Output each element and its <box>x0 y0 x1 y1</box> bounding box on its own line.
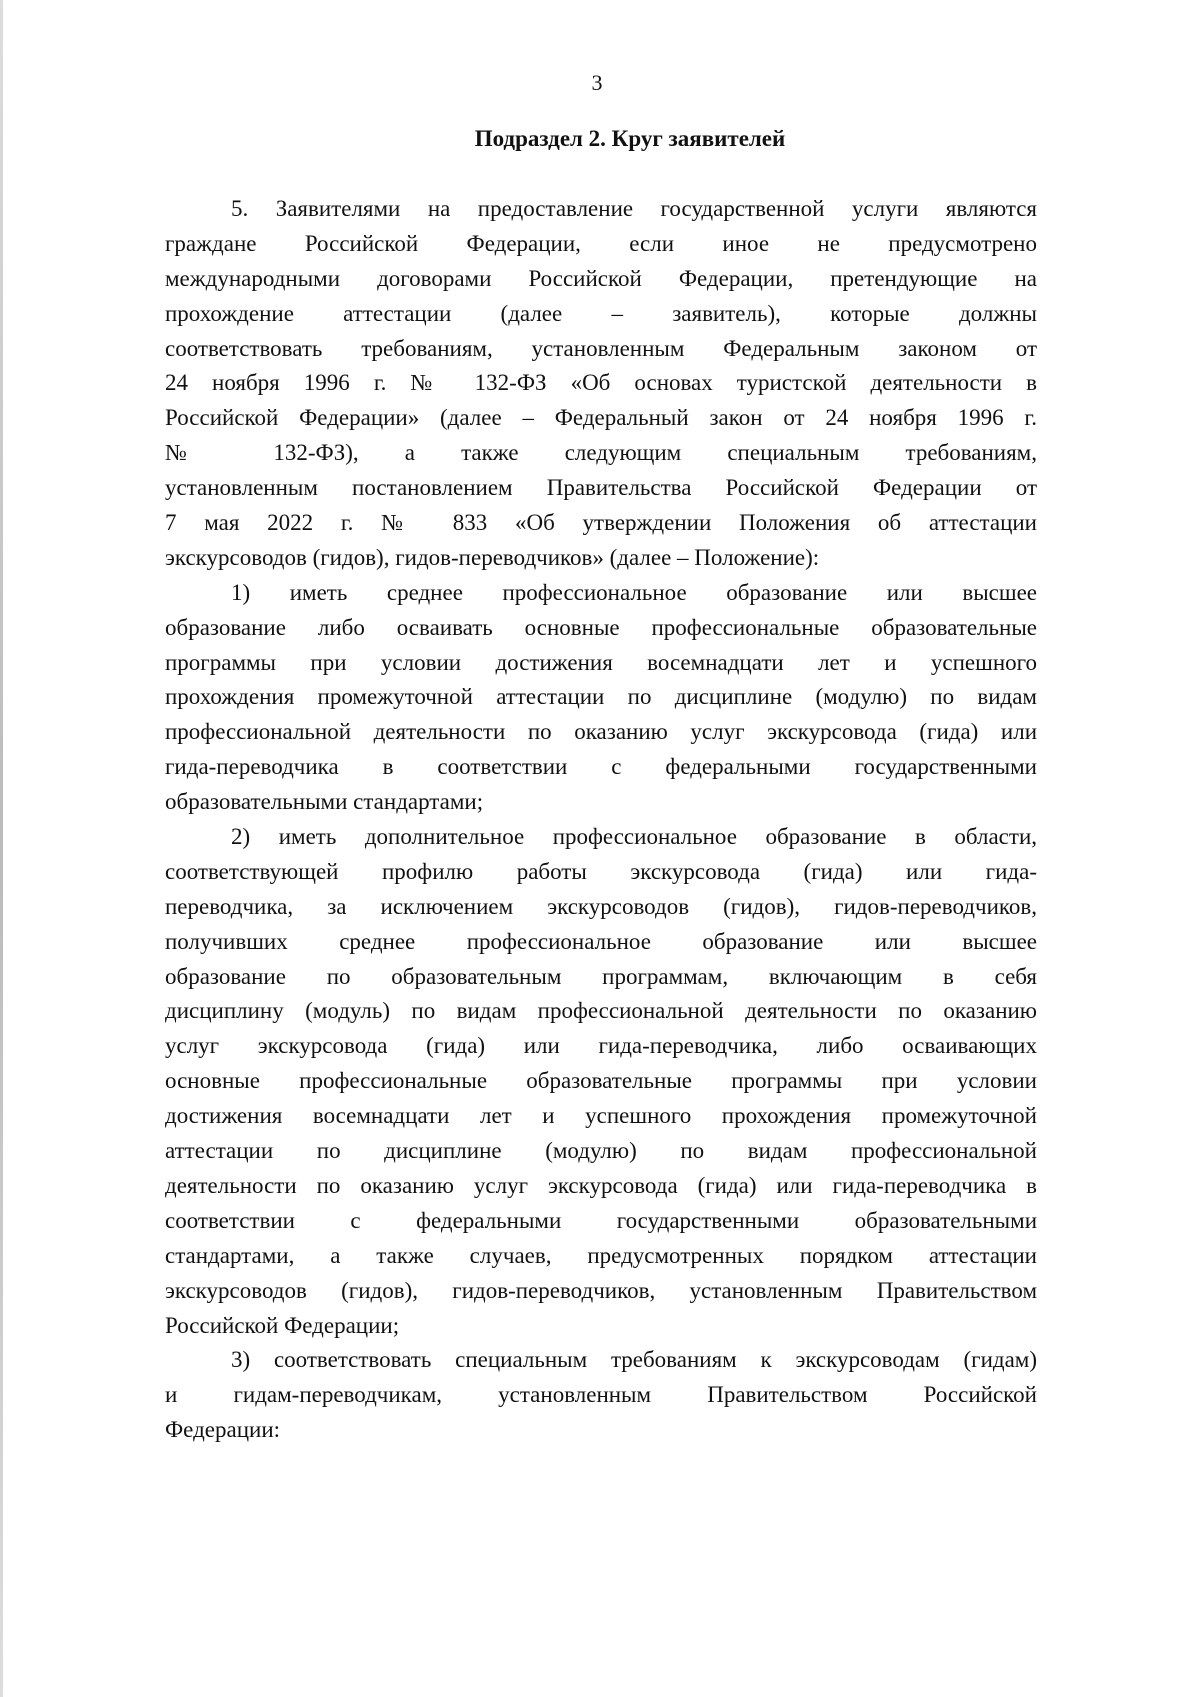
text-line: экскурсоводов (гидов), гидов-переводчиков» (далее – Положение): <box>165 544 820 570</box>
text-line: соответствии с федеральными государственными образовательными <box>165 1207 1037 1233</box>
text-line: основные профессиональные образовательные программы при условии <box>165 1068 1037 1094</box>
text-line: прохождения промежуточной аттестации по дисциплине (модулю) по видам <box>165 684 1037 710</box>
text-line: стандартами, а также случаев, предусмотренных порядком аттестации <box>165 1242 1037 1268</box>
paragraph <box>165 1343 1037 1448</box>
scan-edge <box>0 0 3 1697</box>
text-line: аттестации по дисциплине (модулю) по видам профессиональной <box>165 1138 1037 1164</box>
text-line: образование по образовательным программам, включающим в себя <box>165 963 1037 989</box>
text-line: программы при условии достижения восемнадцати лет и успешного <box>165 649 1037 675</box>
text-line: деятельности по оказанию услуг экскурсовода (гида) или гида-переводчика в <box>165 1172 1037 1198</box>
page-number-text: 3 <box>591 70 603 95</box>
text-line: дисциплину (модуль) по видам профессиональной деятельности по оказанию <box>165 998 1037 1024</box>
text-line: граждане Российской Федерации, если иное не предусмотрено <box>165 230 1037 256</box>
text-line: соответствовать требованиям, установленным Федеральным законом от <box>165 335 1037 361</box>
text-line: соответствующей профилю работы экскурсовода (гида) или гида- <box>165 858 1037 884</box>
paragraph <box>165 192 1037 576</box>
text-line: установленным постановлением Правительства Российской Федерации от <box>165 475 1037 501</box>
paragraph <box>165 820 1037 1343</box>
section-heading: Подраздел 2. Круг заявителей <box>474 126 786 151</box>
text-line: прохождение аттестации (далее – заявитель), которые должны <box>165 300 1037 326</box>
text-line: Федерации: <box>165 1417 281 1443</box>
text-line: Российской Федерации» (далее – Федеральный закон от 24 ноября 1996 г. <box>165 405 1037 431</box>
text-line: услуг экскурсовода (гида) или гида-переводчика, либо осваивающих <box>165 1033 1037 1059</box>
text-line: переводчика, за исключением экскурсоводов (гидов), гидов-переводчиков, <box>165 893 1037 919</box>
text-line: образовательными стандартами; <box>165 789 484 815</box>
text-line: 7 мая 2022 г. № 833 «Об утверждении Положения об аттестации <box>165 510 1037 536</box>
text-line: профессиональной деятельности по оказанию услуг экскурсовода (гида) или <box>165 719 1037 745</box>
text-line: Российской Федерации; <box>165 1312 400 1338</box>
text-line: 3) соответствовать специальным требованиям к экскурсоводам (гидам) <box>231 1347 1037 1373</box>
text-line: 24 ноября 1996 г. № 132-ФЗ «Об основах туристской деятельности в <box>165 370 1037 396</box>
text-line: получивших среднее профессиональное образование или высшее <box>165 928 1037 954</box>
text-line: образование либо осваивать основные профессиональные образовательные <box>165 614 1037 640</box>
text-line: 1) иметь среднее профессиональное образование или высшее <box>231 579 1037 605</box>
text-line: достижения восемнадцати лет и успешного прохождения промежуточной <box>165 1103 1037 1129</box>
text-line: 5. Заявителями на предоставление государственной услуги являются <box>231 196 1037 221</box>
paragraph <box>165 576 1037 820</box>
text-line: экскурсоводов (гидов), гидов-переводчиков, установленным Правительством <box>165 1277 1037 1303</box>
text-line: и гидам-переводчикам, установленным Правительством Российской <box>165 1382 1037 1408</box>
document-body <box>165 192 1037 1448</box>
text-line: международными договорами Российской Федерации, претендующие на <box>165 265 1037 291</box>
text-line: гида-переводчика в соответствии с федеральными государственными <box>165 754 1037 780</box>
text-line: 2) иметь дополнительное профессиональное образование в области, <box>231 824 1037 850</box>
text-line: № 132-ФЗ), а также следующим специальным требованиям, <box>165 440 1037 466</box>
page-number <box>0 70 1200 96</box>
